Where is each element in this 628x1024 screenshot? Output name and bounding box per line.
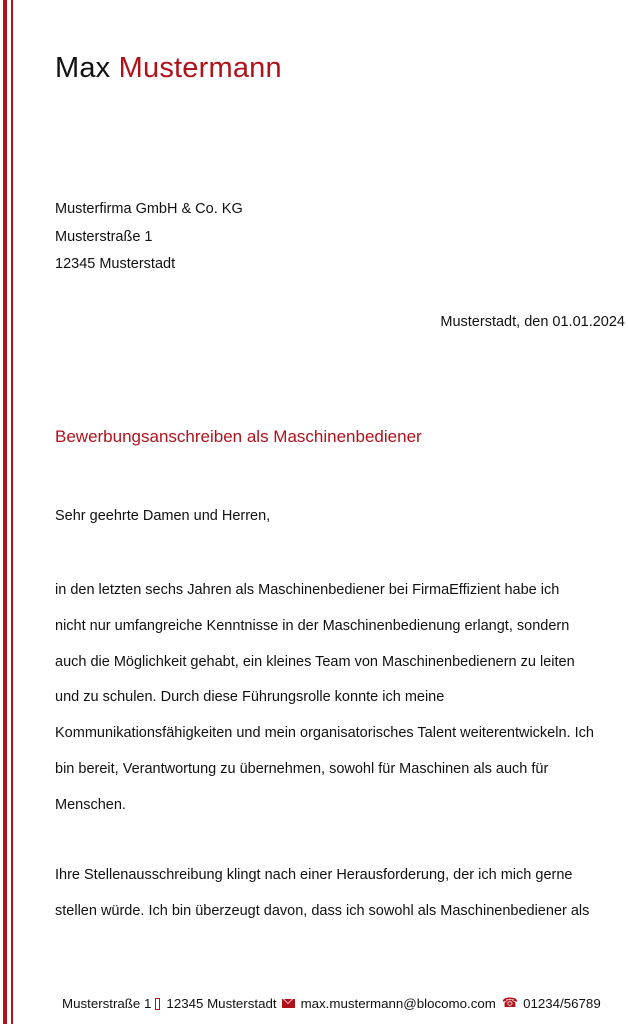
paragraph-line: Kommunikationsfähigkeiten und mein organisatorisches Talent weiterentwickeln. Ich (55, 725, 594, 742)
sender-first-name: Max (55, 52, 111, 84)
recipient-street: Musterstraße 1 (55, 228, 153, 245)
paragraph-line: auch die Möglichkeit gehabt, ein kleines Team von Maschinenbedienern zu leiten (55, 653, 575, 670)
left-accent-bar-thin (11, 0, 13, 1024)
sender-last-name: Mustermann (118, 52, 282, 84)
location-separator-icon (155, 998, 160, 1010)
paragraph-line: bin bereit, Verantwortung zu übernehmen, sowohl für Maschinen als auch für (55, 760, 549, 777)
salutation: Sehr geehrte Damen und Herren, (55, 508, 271, 524)
date-line: Musterstadt, den 01.01.2024 (440, 314, 625, 330)
footer-street: Musterstraße 1 (62, 996, 152, 1011)
subject-line: Bewerbungsanschreiben als Maschinenbediener (55, 427, 422, 446)
recipient-city: 12345 Musterstadt (55, 256, 176, 272)
recipient-address (55, 196, 243, 279)
paragraph-line: nicht nur umfangreiche Kenntnisse in der Maschinenbedienung erlangt, sondern (55, 617, 570, 634)
mail-icon (282, 999, 295, 1008)
body-paragraph-1 (55, 573, 627, 824)
paragraph-line: Ihre Stellenausschreibung klingt nach einer Herausforderung, der ich mich gerne (55, 867, 573, 883)
footer-email[interactable]: max.mustermann@blocomo.com (300, 996, 496, 1011)
left-accent-bar-thick (3, 0, 7, 1024)
footer-phone[interactable]: 01234/56789 (523, 996, 601, 1011)
footer-contact (62, 996, 601, 1011)
paragraph-line: stellen würde. Ich bin überzeugt davon, dass ich sowohl als Maschinenbediener als (55, 902, 590, 919)
body-paragraph-2 (55, 858, 627, 930)
paragraph-line: in den letzten sechs Jahren als Maschinenbediener bei FirmaEffizient habe ich (55, 582, 560, 598)
paragraph-line: Menschen. (55, 796, 126, 813)
phone-icon: ☎ (501, 996, 519, 1011)
recipient-company: Musterfirma GmbH & Co. KG (55, 201, 243, 217)
footer-city: 12345 Musterstadt (166, 996, 277, 1011)
paragraph-line: und zu schulen. Durch diese Führungsrolle konnte ich meine (55, 689, 445, 706)
sender-name (55, 52, 282, 85)
